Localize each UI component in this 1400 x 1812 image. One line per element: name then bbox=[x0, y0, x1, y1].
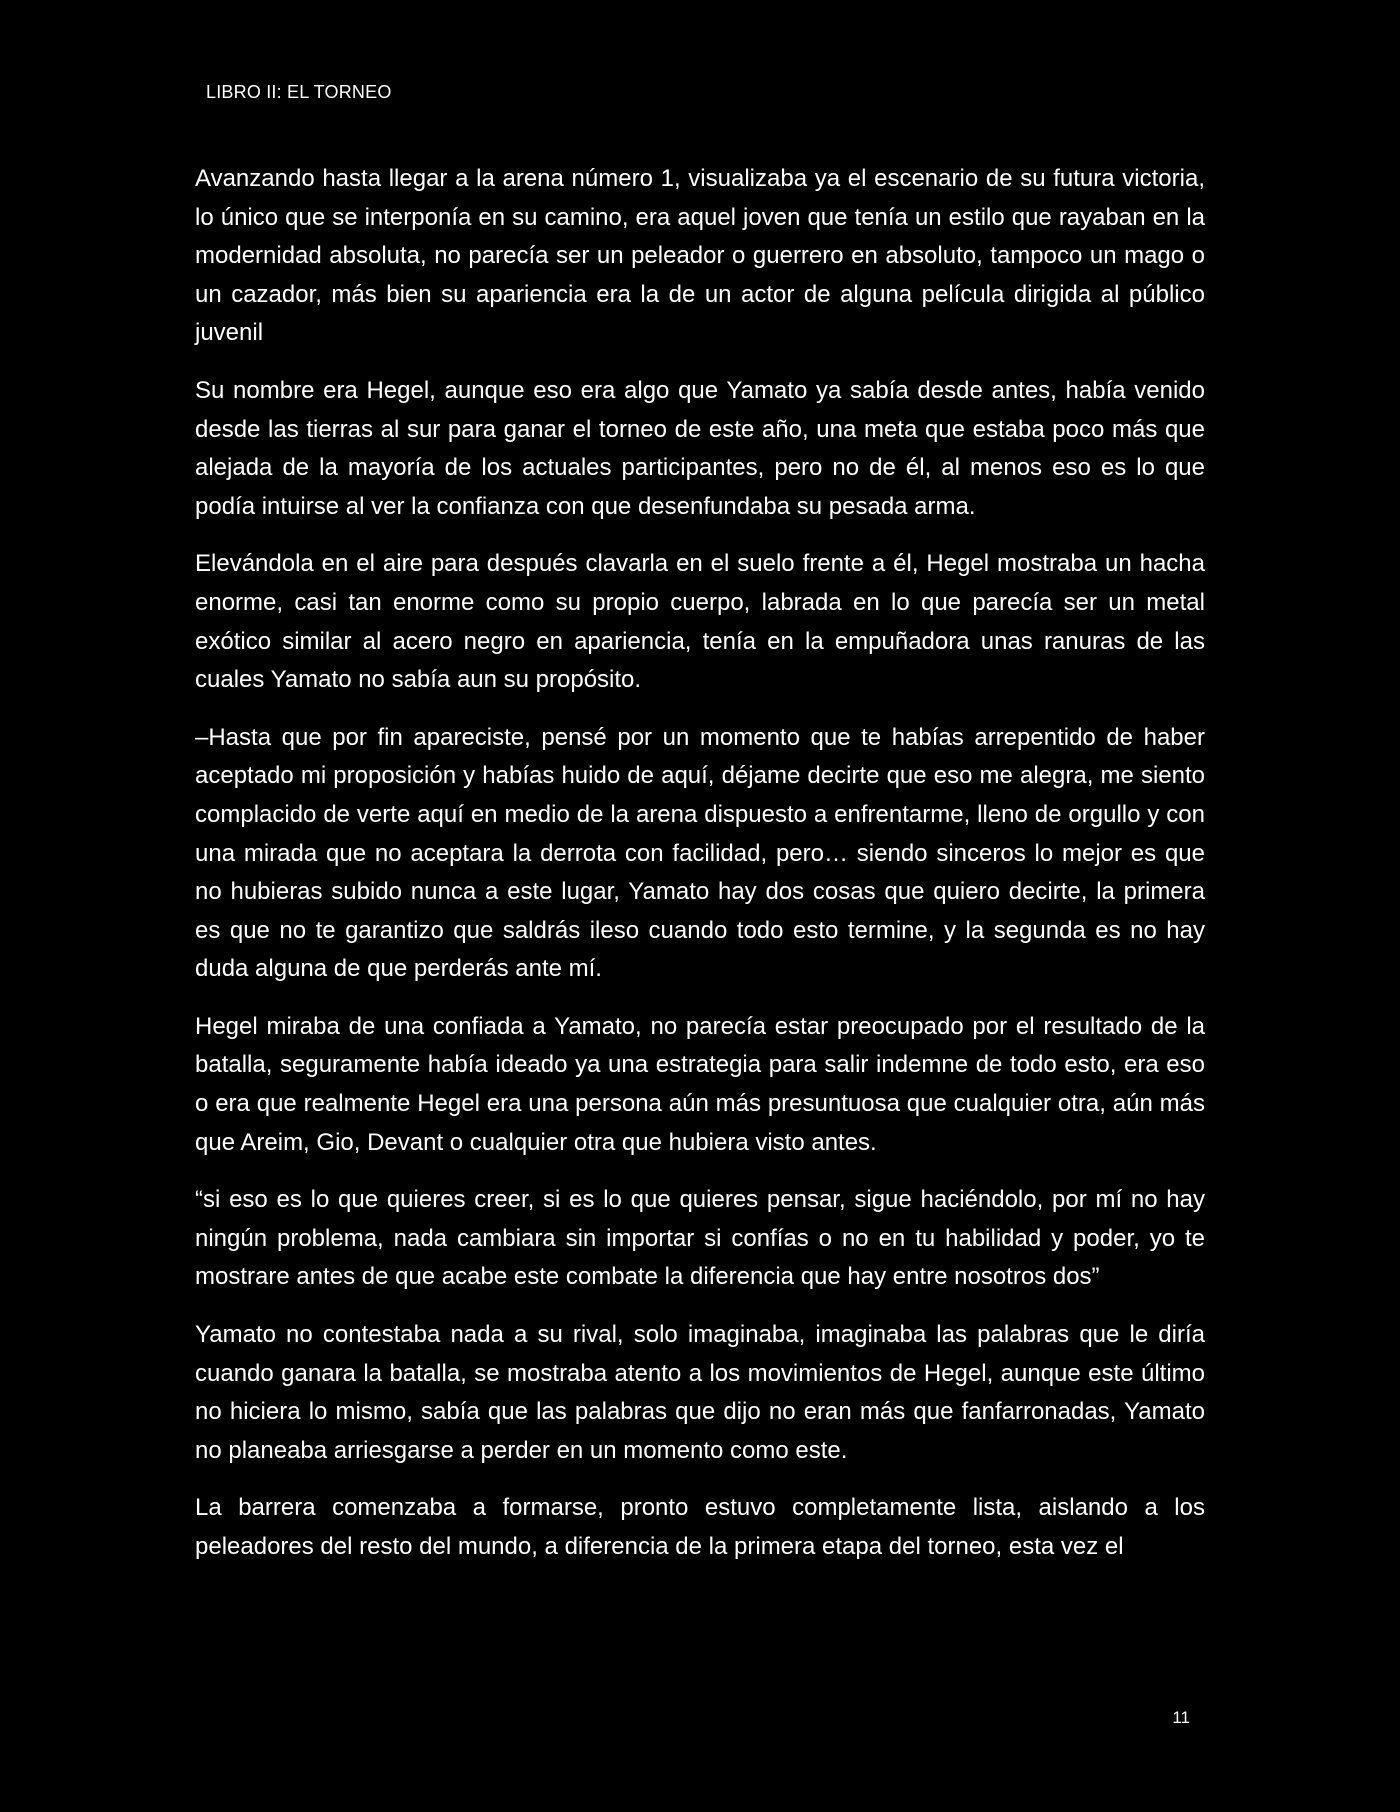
paragraph: Hegel miraba de una confiada a Yamato, no parecía estar preocupado por el resultado de la batalla, seguramente había ideado ya una estrategia para salir indemne de todo esto, era eso o era que realmente Hegel era una persona aún más presuntuosa que cualquier otra, aún más que Areim, Gio, Devant o cualquier otra que hubiera visto antes. bbox=[195, 1012, 1205, 1156]
paragraph: Yamato no contestaba nada a su rival, solo imaginaba, imaginaba las palabras que le diría cuando ganara la batalla, se mostraba atento a los movimientos de Hegel, aunque este último no hiciera lo mismo, sabía que las palabras que dijo no eran más que fanfarronadas, Yamato no planeaba arriesgarse a perder en un momento como este. bbox=[195, 1321, 1205, 1464]
paragraph: “si eso es lo que quieres creer, si es lo que quieres pensar, sigue haciéndolo, por mí no hay ningún problema, nada cambiara sin importar si confías o no en tu habilidad y poder, yo te mostrare antes de que acabe este combate la diferencia que hay entre nosotros dos” bbox=[195, 1186, 1205, 1291]
body-text bbox=[195, 160, 1205, 1586]
paragraph: Su nombre era Hegel, aunque eso era algo que Yamato ya sabía desde antes, había venido desde las tierras al sur para ganar el torneo de este año, una meta que estaba poco más que alejada de la mayoría de los actuales participantes, pero no de él, al menos eso es lo que podía intuirse al ver la confianza con que desenfundaba su pesada arma. bbox=[195, 376, 1205, 520]
paragraph: La barrera comenzaba a formarse, pronto estuvo completamente lista, aislando a los peleadores del resto del mundo, a diferencia de la primera etapa del torneo, esta vez el bbox=[195, 1494, 1205, 1560]
running-header: LIBRO II: EL TORNEO bbox=[206, 82, 392, 102]
page-number: 11 bbox=[1172, 1708, 1190, 1727]
paragraph: Elevándola en el aire para después clavarla en el suelo frente a él, Hegel mostraba un hacha enorme, casi tan enorme como su propio cuerpo, labrada en lo que parecía ser un metal exótico similar al acero negro en apariencia, tenía en la empuñadora unas ranuras de las cuales Yamato no sabía aun su propósito. bbox=[195, 550, 1205, 694]
paragraph: –Hasta que por fin apareciste, pensé por un momento que te habías arrepentido de haber aceptado mi proposición y habías huido de aquí, déjame decirte que eso me alegra, me siento complacido de verte aquí en medio de la arena dispuesto a enfrentarme, lleno de orgullo y con una mirada que no aceptara la derrota con facilidad, pero… siendo sinceros lo mejor es que no hubieras subido nunca a este lugar, Yamato hay dos cosas que quiero decirte, la primera es que no te garantizo que saldrás ileso cuando todo esto termine, y la segunda es no hay duda alguna de que perderás ante mí. bbox=[195, 723, 1205, 983]
paragraph: Avanzando hasta llegar a la arena número 1, visualizaba ya el escenario de su futura victoria, lo único que se interponía en su camino, era aquel joven que tenía un estilo que rayaban en la modernidad absoluta, no parecía ser un peleador o guerrero en absoluto, tampoco un mago o un cazador, más bien su apariencia era la de un actor de alguna película dirigida al público juvenil bbox=[195, 165, 1205, 347]
